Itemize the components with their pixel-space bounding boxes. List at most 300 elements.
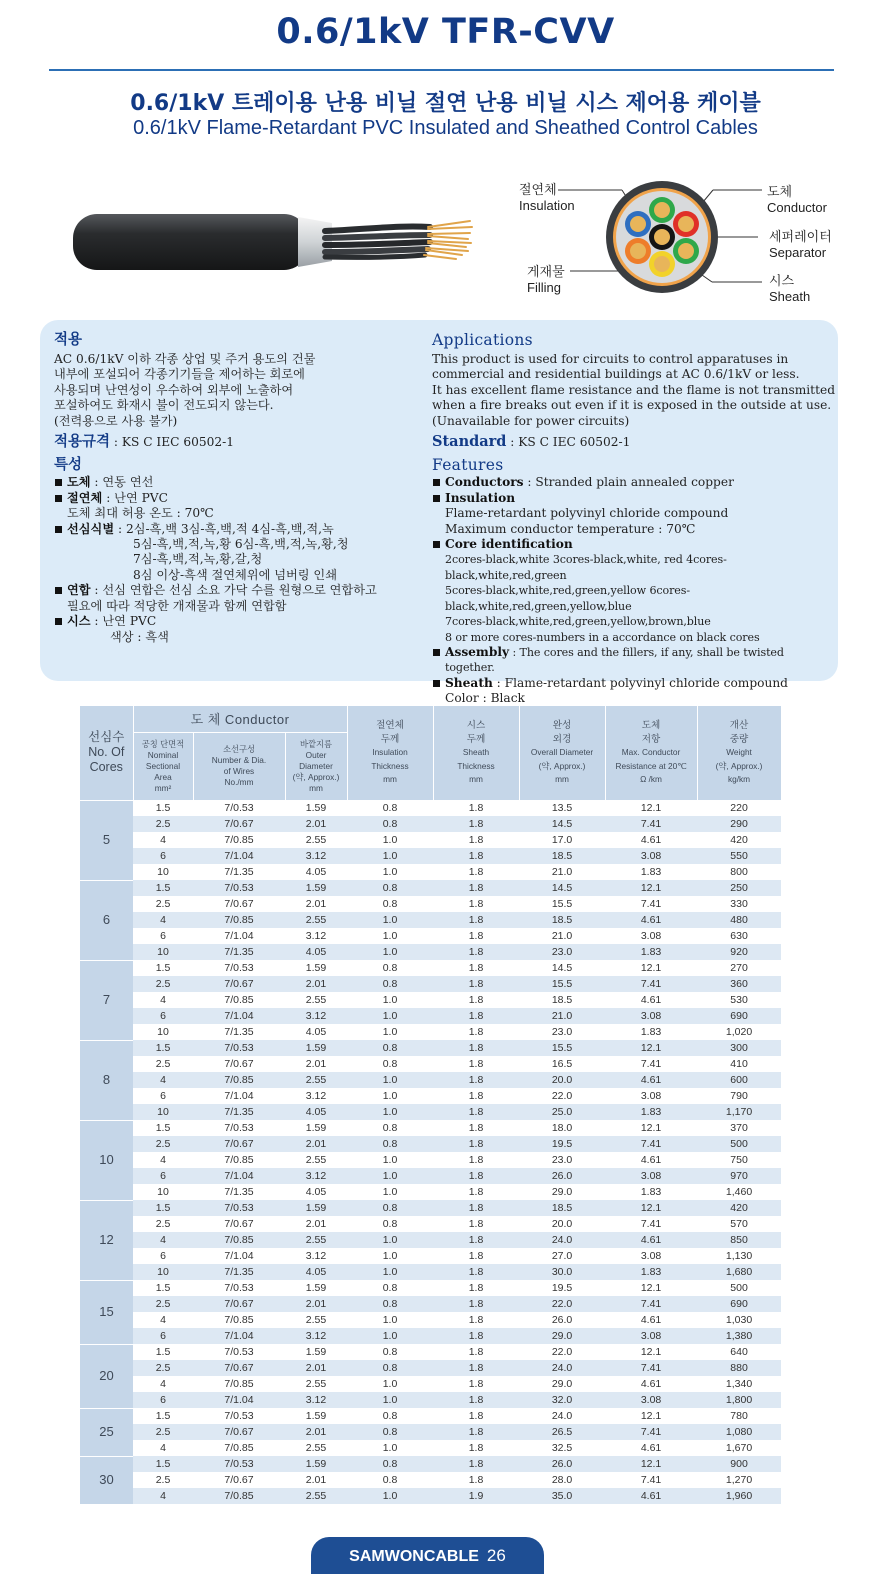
table-cell: 2.55	[285, 1072, 347, 1088]
label-separator: 세퍼레이터 Separator	[769, 229, 832, 260]
table-cell: 1.8	[433, 1008, 519, 1024]
table-cell: 790	[730, 1090, 748, 1102]
insulation-line-en: Maximum conductor temperature : 70℃	[445, 521, 696, 536]
label-filling: 게재물 Filling	[527, 264, 565, 295]
standard-en: Standard : KS C IEC 60502-1	[432, 433, 631, 451]
table-cell: 1.8	[468, 1122, 484, 1134]
table-cell: 1.5	[155, 962, 171, 974]
table-cell: 4.05	[305, 866, 327, 878]
table-row	[80, 1344, 781, 1360]
table-cell: 7/0.67	[224, 1474, 254, 1486]
table-cell: 7/0.85	[193, 1232, 285, 1248]
specification-table-body	[80, 800, 781, 1504]
sheath-color-en: Color : Black	[445, 691, 525, 706]
table-row	[80, 1328, 781, 1344]
table-cell: 2.5	[133, 1296, 193, 1312]
table-cell: 17.0	[551, 834, 573, 846]
table-cell: 330	[730, 898, 748, 910]
table-row	[80, 1456, 781, 1472]
table-cell: 1.8	[468, 866, 484, 878]
table-cell: 2.55	[305, 1442, 327, 1454]
table-row	[80, 1056, 781, 1072]
table-cell: 6	[133, 1008, 193, 1024]
feature-sheath-ko: 시스 : 난연 PVC	[54, 614, 429, 629]
table-cell: 7/1.35	[224, 1026, 254, 1038]
standard-ko: 적용규격 : KS C IEC 60502-1	[54, 433, 234, 451]
assembly-line-ko: 필요에 따라 적당한 개재물과 함께 연합함	[67, 598, 287, 613]
sheath-color-ko: 색상 : 흑색	[110, 629, 169, 644]
table-cell: 7/0.85	[224, 1442, 254, 1454]
table-cell: 1.8	[468, 962, 484, 974]
brand-name: SAMWONCABLE	[349, 1548, 479, 1565]
table-cell: 1.59	[285, 1040, 347, 1056]
table-cell: 0.8	[382, 1474, 398, 1486]
table-row	[80, 1040, 781, 1056]
table-cell: 1.0	[347, 1488, 433, 1504]
table-cell: 1.8	[433, 912, 519, 928]
table-cell: 7/0.53	[224, 1282, 254, 1294]
table-cell: 1.8	[468, 1282, 484, 1294]
table-cell: 300	[697, 1040, 781, 1056]
table-cell: 21.0	[519, 1008, 605, 1024]
table-cell: 2.01	[285, 976, 347, 992]
table-cell: 1,380	[697, 1328, 781, 1344]
table-row	[80, 800, 781, 816]
table-cell: 7/1.04	[193, 1168, 285, 1184]
table-cell: 3.12	[305, 930, 327, 942]
table-row	[80, 1088, 781, 1104]
table-cell: 3.08	[605, 1168, 697, 1184]
feature-conductor-ko: 도체 : 연동 연선	[54, 475, 429, 490]
table-cell: 1.5	[133, 1456, 193, 1472]
table-row	[80, 1232, 781, 1248]
table-cell: 880	[697, 1360, 781, 1376]
table-cell: 6	[133, 1328, 193, 1344]
table-cell: 0.8	[347, 1200, 433, 1216]
table-cell: 1.0	[382, 1026, 398, 1038]
table-cell: 4.61	[640, 1314, 662, 1326]
table-cell: 26.0	[519, 1168, 605, 1184]
table-cell: 12.1	[640, 1346, 662, 1358]
table-cell: 690	[697, 1296, 781, 1312]
table-cell: 2.5	[155, 1058, 171, 1070]
table-cell: 2.5	[133, 1136, 193, 1152]
table-cell: 7.41	[640, 1474, 662, 1486]
table-cell: 1,020	[725, 1026, 753, 1038]
table-cell: 630	[730, 930, 748, 942]
table-cell: 4.61	[640, 1154, 662, 1166]
table-cell: 2.5	[133, 976, 193, 992]
table-cell: 1.0	[382, 1314, 398, 1326]
table-cell: 1.8	[433, 976, 519, 992]
table-cell: 1.59	[305, 1122, 327, 1134]
table-cell: 1.8	[468, 1474, 484, 1486]
table-cell: 1.8	[433, 1456, 519, 1472]
table-cell: 3.08	[605, 1008, 697, 1024]
table-row	[80, 1488, 781, 1504]
table-cell: 7/0.85	[224, 1378, 254, 1390]
table-cell: 370	[730, 1122, 748, 1134]
table-cell: 4.61	[605, 912, 697, 928]
table-cell: 1.0	[382, 930, 398, 942]
features-heading-en: Features	[432, 456, 504, 475]
table-cell: 1.0	[347, 912, 433, 928]
table-cell: 13.5	[551, 802, 573, 814]
table-cell: 7/0.85	[224, 994, 254, 1006]
label-conductor: 도체 Conductor	[767, 184, 827, 215]
core-count-cell: 30	[80, 1456, 133, 1504]
table-cell: 1.8	[468, 802, 484, 814]
table-cell: 1.5	[133, 1040, 193, 1056]
table-cell: 4.05	[285, 944, 347, 960]
table-cell: 1.59	[285, 880, 347, 896]
table-row	[80, 864, 781, 880]
table-cell: 12.1	[640, 962, 662, 974]
table-cell: 0.8	[347, 1456, 433, 1472]
table-cell: 7.41	[605, 1360, 697, 1376]
table-cell: 12.1	[605, 1040, 697, 1056]
table-cell: 18.0	[551, 1122, 573, 1134]
table-cell: 35.0	[519, 1488, 605, 1504]
table-cell: 1.8	[468, 1218, 484, 1230]
table-cell: 1.8	[433, 1328, 519, 1344]
table-cell: 1.83	[605, 1264, 697, 1280]
table-cell: 4.61	[640, 834, 662, 846]
table-cell: 22.0	[551, 1346, 573, 1358]
table-cell: 7/1.35	[224, 866, 254, 878]
table-cell: 6	[133, 1392, 193, 1408]
table-cell: 480	[697, 912, 781, 928]
table-cell: 7/0.85	[224, 834, 254, 846]
table-cell: 1.9	[433, 1488, 519, 1504]
table-cell: 1.0	[347, 1392, 433, 1408]
table-cell: 7/0.67	[193, 816, 285, 832]
table-cell: 7/1.04	[224, 1250, 254, 1262]
table-cell: 1.8	[433, 848, 519, 864]
core-count-cell: 25	[80, 1408, 133, 1456]
table-cell: 23.0	[519, 944, 605, 960]
table-cell: 1.8	[468, 994, 484, 1006]
table-cell: 1.0	[382, 1154, 398, 1166]
table-cell: 3.12	[285, 848, 347, 864]
table-cell: 690	[697, 1008, 781, 1024]
table-cell: 7/1.04	[224, 1090, 254, 1102]
table-cell: 7/0.53	[224, 1346, 254, 1358]
table-cell: 6	[133, 1168, 193, 1184]
core-id-line-en: 5cores-black,white,red,green,yellow 6cores-black,white,red,green,yellow,blue	[445, 584, 691, 613]
table-cell: 4.61	[640, 1378, 662, 1390]
table-cell: 3.08	[640, 1250, 662, 1262]
table-cell: 0.8	[347, 1360, 433, 1376]
table-cell: 30.0	[519, 1264, 605, 1280]
feature-insulation-en: Insulation	[432, 491, 836, 506]
table-cell: 1.59	[305, 1410, 327, 1422]
table-cell: 2.55	[285, 912, 347, 928]
table-cell: 7/0.53	[193, 1040, 285, 1056]
table-cell: 1.59	[305, 1282, 327, 1294]
table-cell: 15.5	[551, 898, 573, 910]
table-cell: 32.5	[551, 1442, 573, 1454]
insulation-line-en: Flame-retardant polyvinyl chloride compound	[445, 506, 729, 521]
table-cell: 23.0	[551, 1026, 573, 1038]
table-row	[80, 1104, 781, 1120]
table-cell: 1.0	[382, 866, 398, 878]
table-cell: 7/0.53	[224, 962, 254, 974]
table-cell: 1.0	[382, 834, 398, 846]
table-cell: 7/0.67	[193, 1424, 285, 1440]
table-cell: 15.5	[519, 1040, 605, 1056]
table-cell: 25.0	[519, 1104, 605, 1120]
table-cell: 7/1.04	[193, 1008, 285, 1024]
table-cell: 7/1.04	[193, 1328, 285, 1344]
table-cell: 1,680	[697, 1264, 781, 1280]
table-cell: 420	[697, 1200, 781, 1216]
header-cores: 선심수 No. Of Cores	[80, 706, 133, 800]
core-count-cell: 20	[80, 1344, 133, 1408]
table-cell: 22.0	[519, 1296, 605, 1312]
table-cell: 6	[133, 848, 193, 864]
feature-core-id-en: Core identification	[432, 537, 836, 552]
table-cell: 0.8	[347, 880, 433, 896]
specification-table	[80, 706, 782, 1504]
features-heading-ko: 특성	[54, 456, 83, 474]
table-cell: 1.0	[347, 848, 433, 864]
header-conductor-group: 도 체 Conductor	[133, 706, 347, 732]
table-cell: 7.41	[640, 1218, 662, 1230]
table-cell: 900	[697, 1456, 781, 1472]
header-insulation-thickness: 절연체 두께 Insulation Thickness mm	[347, 706, 433, 800]
table-row	[80, 1424, 781, 1440]
table-cell: 4.05	[285, 1104, 347, 1120]
table-cell: 26.5	[519, 1424, 605, 1440]
table-cell: 1.0	[347, 1168, 433, 1184]
table-cell: 1.5	[155, 802, 171, 814]
table-cell: 3.08	[605, 848, 697, 864]
table-cell: 1,460	[725, 1186, 753, 1198]
table-cell: 24.0	[551, 1410, 573, 1422]
table-cell: 600	[697, 1072, 781, 1088]
table-cell: 1.8	[468, 1090, 484, 1102]
table-row	[80, 944, 781, 960]
table-cell: 16.5	[551, 1058, 573, 1070]
table-cell: 4.05	[305, 1186, 327, 1198]
table-cell: 7/0.85	[193, 1072, 285, 1088]
table-cell: 32.0	[519, 1392, 605, 1408]
table-cell: 570	[730, 1218, 748, 1230]
table-cell: 7/0.67	[193, 1360, 285, 1376]
table-cell: 1,270	[725, 1474, 753, 1486]
table-cell: 1.5	[133, 880, 193, 896]
header-sectional-area: 공칭 단면적 Nominal Sectional Area mm²	[133, 732, 193, 800]
table-cell: 2.5	[155, 898, 171, 910]
table-cell: 1.0	[347, 1232, 433, 1248]
table-cell: 1.0	[347, 1008, 433, 1024]
table-cell: 1.0	[347, 1328, 433, 1344]
table-cell: 4	[160, 1154, 166, 1166]
table-cell: 4	[160, 834, 166, 846]
table-cell: 1.5	[155, 1282, 171, 1294]
table-cell: 12.1	[640, 802, 662, 814]
table-cell: 7/0.67	[193, 1136, 285, 1152]
table-row	[80, 1392, 781, 1408]
table-cell: 1,170	[697, 1104, 781, 1120]
table-cell: 1,130	[725, 1250, 753, 1262]
table-cell: 800	[730, 866, 748, 878]
table-cell: 2.01	[305, 898, 327, 910]
table-cell: 3.12	[285, 1168, 347, 1184]
table-cell: 15.5	[519, 976, 605, 992]
table-cell: 290	[697, 816, 781, 832]
table-cell: 1.8	[468, 1154, 484, 1166]
table-cell: 3.08	[640, 930, 662, 942]
core-count-cell: 15	[80, 1280, 133, 1344]
table-row	[80, 1440, 781, 1456]
page-number: 26	[486, 1546, 506, 1565]
table-cell: 7.41	[605, 1424, 697, 1440]
table-cell: 4	[160, 1314, 166, 1326]
table-cell: 0.8	[382, 1410, 398, 1422]
header-outer-diameter: 바깥지름 Outer Diameter (약, Approx.) mm	[285, 732, 347, 800]
table-cell: 12.1	[605, 880, 697, 896]
table-row	[80, 1120, 781, 1136]
table-row	[80, 1136, 781, 1152]
table-cell: 2.01	[285, 1296, 347, 1312]
core-count-cell: 7	[80, 960, 133, 1040]
table-cell: 0.8	[347, 1040, 433, 1056]
table-row	[80, 1312, 781, 1328]
table-cell: 0.8	[382, 898, 398, 910]
table-cell: 24.0	[519, 1360, 605, 1376]
table-cell: 7/1.35	[224, 1186, 254, 1198]
core-id-line-ko: 8심 이상-흑색 절연체위에 넘버링 인쇄	[133, 567, 337, 582]
applications-heading-en: Applications	[432, 331, 533, 349]
table-row	[80, 848, 781, 864]
table-cell: 7/0.85	[224, 1314, 254, 1326]
table-cell: 0.8	[347, 1296, 433, 1312]
table-cell: 0.8	[347, 1424, 433, 1440]
table-cell: 26.0	[551, 1314, 573, 1326]
table-cell: 7/0.85	[193, 1488, 285, 1504]
table-cell: 500	[730, 1282, 748, 1294]
table-cell: 3.08	[640, 1090, 662, 1102]
table-cell: 0.8	[382, 1058, 398, 1070]
feature-core-id-ko: 선심식별 : 2심-흑,백 3심-흑,백,적 4심-흑,백,적,녹	[54, 522, 429, 537]
table-cell: 1.0	[347, 1264, 433, 1280]
table-cell: 10	[157, 1186, 169, 1198]
header-wires: 소선구성 Number & Dia. of Wires No./mm	[193, 732, 285, 800]
table-cell: 7/0.67	[224, 898, 254, 910]
table-cell: 1.59	[305, 802, 327, 814]
table-cell: 750	[730, 1154, 748, 1166]
table-cell: 270	[730, 962, 748, 974]
english-description	[432, 330, 836, 707]
table-cell: 10	[157, 1026, 169, 1038]
table-cell: 850	[697, 1232, 781, 1248]
table-cell: 7/0.85	[224, 1154, 254, 1166]
table-cell: 18.5	[519, 912, 605, 928]
feature-conductor-en: Conductors : Stranded plain annealed copper	[432, 475, 836, 490]
cable-illustration	[70, 205, 480, 280]
table-cell: 970	[697, 1168, 781, 1184]
table-cell: 1.8	[433, 1424, 519, 1440]
table-cell: 1.59	[305, 1346, 327, 1358]
table-row	[80, 928, 781, 944]
table-row	[80, 1264, 781, 1280]
table-cell: 780	[730, 1410, 748, 1422]
table-cell: 0.8	[382, 962, 398, 974]
table-cell: 3.08	[605, 1392, 697, 1408]
table-cell: 1.0	[347, 1072, 433, 1088]
table-cell: 7/1.35	[193, 1264, 285, 1280]
table-cell: 4	[133, 912, 193, 928]
core-count-cell: 6	[80, 880, 133, 960]
table-cell: 2.01	[285, 1136, 347, 1152]
core-count-cell: 12	[80, 1200, 133, 1280]
table-cell: 4.61	[605, 1232, 697, 1248]
table-cell: 2.55	[285, 1232, 347, 1248]
table-cell: 4	[133, 1232, 193, 1248]
table-cell: 10	[133, 1104, 193, 1120]
table-cell: 1.83	[640, 1186, 662, 1198]
page-title: 0.6/1kV TFR-CVV	[276, 12, 615, 52]
subtitle-korean: 0.6/1kV 트레이용 난용 비닐 절연 난용 비닐 시스 제어용 케이블	[130, 91, 761, 116]
table-cell: 1.5	[155, 1122, 171, 1134]
info-panel	[40, 320, 838, 706]
table-cell: 2.5	[155, 1218, 171, 1230]
table-cell: 0.8	[382, 1346, 398, 1358]
table-cell: 1.83	[605, 1104, 697, 1120]
table-cell: 0.8	[347, 976, 433, 992]
table-cell: 1.8	[468, 1442, 484, 1454]
table-cell: 420	[730, 834, 748, 846]
table-row	[80, 1376, 781, 1392]
table-row	[80, 1408, 781, 1424]
table-cell: 1,030	[725, 1314, 753, 1326]
table-cell: 1,670	[725, 1442, 753, 1454]
core-id-line-en: 2cores-black,white 3cores-black,white, red 4cores-black,white,red,green	[445, 553, 727, 582]
cross-section-diagram	[500, 175, 860, 310]
table-cell: 410	[730, 1058, 748, 1070]
table-cell: 1,080	[697, 1424, 781, 1440]
table-cell: 14.5	[551, 962, 573, 974]
table-cell: 7/0.53	[193, 1456, 285, 1472]
core-id-line-en: 8 or more cores-numbers in a accordance on black cores	[445, 630, 760, 644]
table-cell: 4	[133, 1072, 193, 1088]
table-cell: 12.1	[605, 1200, 697, 1216]
table-row	[80, 1360, 781, 1376]
table-cell: 7/0.53	[224, 802, 254, 814]
table-row	[80, 1280, 781, 1296]
table-cell: 1.8	[433, 1040, 519, 1056]
table-cell: 7.41	[605, 816, 697, 832]
table-cell: 21.0	[551, 866, 573, 878]
table-cell: 1.8	[433, 1392, 519, 1408]
applications-text-ko: AC 0.6/1kV 이하 각종 상업 및 주거 용도의 건물 내부에 포설되어 각종기기들을 제어하는 회로에 사용되며 난연성이 우수하여 외부에 노출하여 포설하여도 화재시 불이 전도되지 않는다. (전력용으로 사용 불가)	[54, 352, 316, 428]
table-cell: 10	[157, 866, 169, 878]
table-cell: 7.41	[640, 898, 662, 910]
table-cell: 530	[730, 994, 748, 1006]
table-row	[80, 992, 781, 1008]
header-conductor-resistance: 도체 저항 Max. Conductor Resistance at 20℃ Ω /km	[605, 706, 697, 800]
table-row	[80, 1152, 781, 1168]
table-cell: 1.59	[285, 1456, 347, 1472]
table-cell: 19.5	[551, 1282, 573, 1294]
table-cell: 12.1	[640, 1410, 662, 1422]
table-cell: 1.83	[640, 866, 662, 878]
table-row	[80, 1184, 781, 1200]
core-count-cell: 5	[80, 800, 133, 880]
applications-heading-ko: 적용	[54, 331, 83, 348]
